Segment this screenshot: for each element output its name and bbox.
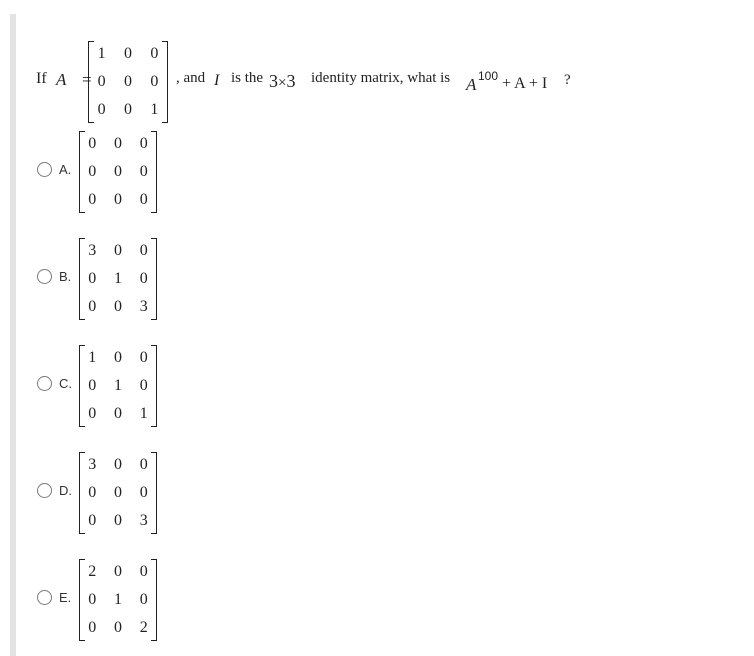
matrix-cell: 0: [139, 270, 148, 287]
matrix-cell: 3: [139, 511, 148, 529]
option-matrix: [79, 345, 157, 427]
matrix-cell: 0: [124, 73, 132, 90]
matrix-cell: 0: [97, 100, 106, 118]
right-bracket: [151, 131, 157, 213]
matrix-cell: 2: [88, 563, 97, 581]
matrix-cell: 0: [88, 135, 97, 153]
size-cols: 3: [286, 71, 296, 91]
matrix-cell: 0: [114, 563, 122, 581]
matrix-cell: 0: [88, 484, 97, 501]
right-bracket: [151, 452, 157, 534]
left-border-rule: [10, 14, 16, 656]
question-is-the: is the: [231, 70, 264, 86]
option-a[interactable]: [36, 131, 196, 211]
matrix-cell: 0: [114, 618, 122, 636]
matrix-cell: 0: [88, 618, 97, 636]
matrix-cell: 3: [139, 297, 148, 315]
expression-A: A: [466, 75, 477, 94]
option-matrix: [79, 559, 157, 641]
option-c[interactable]: [36, 345, 196, 425]
matrix-cell: 0: [114, 297, 122, 315]
matrix-cell: 0: [114, 456, 122, 474]
radio-button-c[interactable]: [37, 376, 52, 391]
radio-button-b[interactable]: [37, 269, 52, 284]
option-letter: D.: [59, 483, 72, 498]
matrix-cell: 0: [88, 270, 97, 287]
right-bracket: [162, 41, 168, 123]
matrix-cell: 1: [114, 377, 122, 394]
option-e[interactable]: [36, 559, 196, 639]
matrix-cell: 0: [139, 591, 148, 608]
matrix-cell: 2: [139, 618, 148, 636]
option-matrix: [79, 238, 157, 320]
question-identity-text: identity matrix, what is: [311, 70, 451, 86]
right-bracket: [151, 238, 157, 320]
option-d[interactable]: [36, 452, 196, 532]
matrix-cell: 0: [114, 163, 122, 180]
equals-sign: =: [82, 70, 92, 89]
option-letter: B.: [59, 269, 72, 284]
option-letter: C.: [59, 376, 72, 391]
matrix-cell: 1: [114, 270, 122, 287]
right-bracket: [151, 559, 157, 641]
matrix-cell: 0: [124, 100, 132, 118]
matrix-cell: 0: [139, 163, 148, 180]
matrix-cell: 0: [150, 73, 159, 90]
matrix-cell: 0: [114, 511, 122, 529]
matrix-cell: 0: [139, 456, 148, 474]
expression-exponent: 100: [478, 69, 499, 83]
matrix-var-A: A: [56, 70, 67, 89]
right-bracket: [151, 345, 157, 427]
expression-plus-terms: + A + I: [502, 75, 548, 92]
matrix-cell: 0: [139, 190, 148, 208]
matrix-A: [88, 41, 168, 123]
matrix-cell: 0: [88, 297, 97, 315]
matrix-cell: 0: [114, 242, 122, 260]
matrix-cell: 0: [88, 377, 97, 394]
radio-button-d[interactable]: [37, 483, 52, 498]
matrix-cell: 0: [124, 45, 132, 63]
matrix-cell: 0: [150, 45, 159, 63]
matrix-cell: 0: [88, 591, 97, 608]
matrix-cell: 1: [97, 45, 106, 63]
matrix-cell: 1: [150, 100, 159, 118]
question-and: , and: [176, 70, 206, 86]
question-mark: ?: [564, 72, 571, 88]
matrix-cell: 0: [88, 404, 97, 422]
matrix-cell: 1: [114, 591, 122, 608]
question-prefix: If: [36, 70, 47, 87]
matrix-cell: 3: [88, 456, 97, 474]
matrix-cell: 0: [139, 484, 148, 501]
matrix-cell: 3: [88, 242, 97, 260]
identity-var-I: I: [214, 72, 220, 89]
matrix-cell: 1: [88, 349, 97, 367]
matrix-cell: 0: [139, 349, 148, 367]
question-stem: [36, 40, 736, 126]
matrix-size: [269, 71, 295, 92]
option-matrix: [79, 452, 157, 534]
matrix-cell: 0: [139, 242, 148, 260]
option-matrix: [79, 131, 157, 213]
size-rows: 3: [269, 71, 278, 91]
matrix-cell: 0: [139, 377, 148, 394]
matrix-cell: 0: [88, 163, 97, 180]
matrix-cell: 1: [139, 404, 148, 422]
matrix-cell: 0: [114, 484, 122, 501]
matrix-cell: 0: [114, 190, 122, 208]
matrix-cell: 0: [114, 349, 122, 367]
radio-button-e[interactable]: [37, 590, 52, 605]
matrix-cell: 0: [88, 511, 97, 529]
times-sign: ×: [278, 75, 287, 91]
matrix-cell: 0: [97, 73, 106, 90]
matrix-cell: 0: [114, 135, 122, 153]
matrix-cell: 0: [88, 190, 97, 208]
radio-button-a[interactable]: [37, 162, 52, 177]
matrix-cell: 0: [139, 135, 148, 153]
option-letter: A.: [59, 162, 72, 177]
option-b[interactable]: [36, 238, 196, 318]
matrix-cell: 0: [139, 563, 148, 581]
option-letter: E.: [59, 590, 72, 605]
matrix-cell: 0: [114, 404, 122, 422]
